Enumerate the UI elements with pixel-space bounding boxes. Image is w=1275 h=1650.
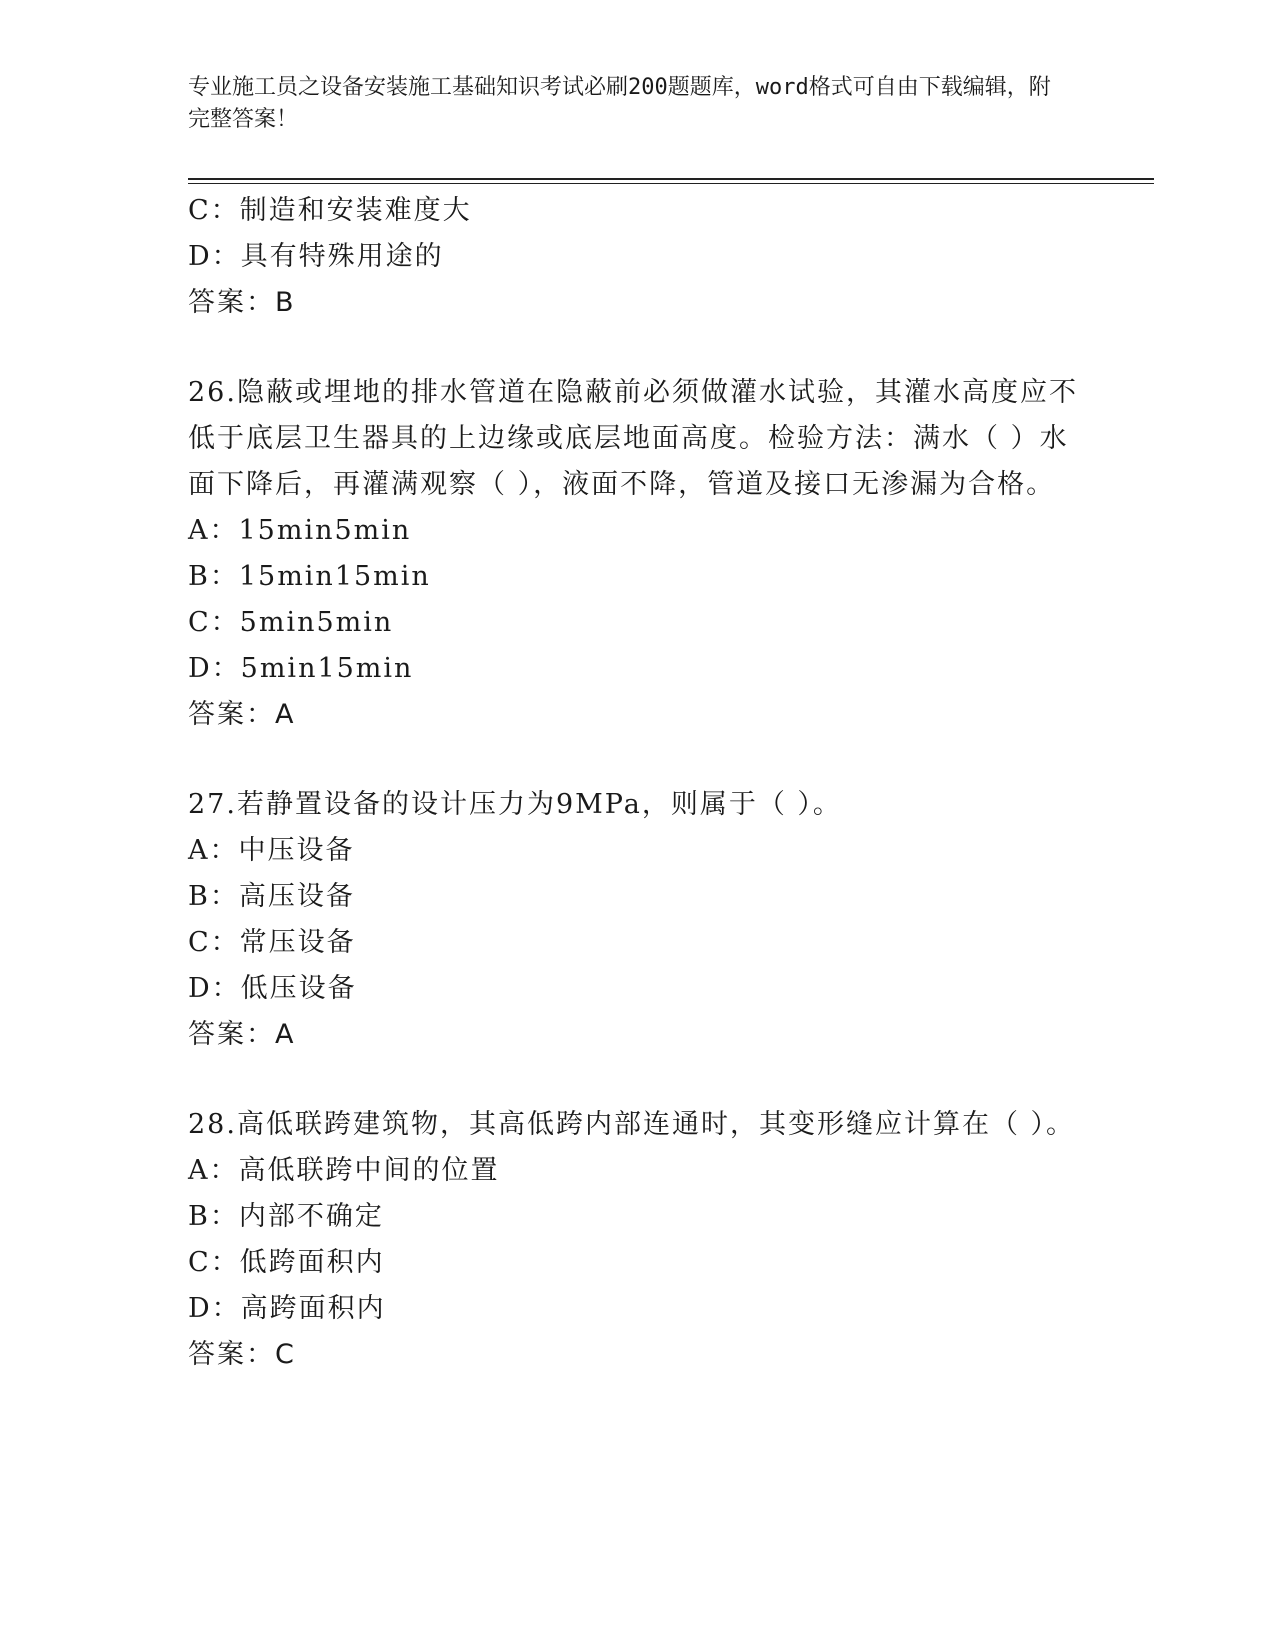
question-text: 26.隐蔽或埋地的排水管道在隐蔽前必须做灌水试验，其灌水高度应不低于底层卫生器具的上边缘或底层地面高度。检验方法：满水（ ）水面下降后，再灌满观察（ ），液面不降，管道及接口无渗漏为合格。	[188, 377, 1078, 500]
option-a: A：高低联跨中间的位置	[188, 1155, 500, 1186]
option-d: D：具有特殊用途的	[188, 241, 444, 272]
question-28	[188, 1102, 1088, 1378]
option-d: D：低压设备	[188, 973, 357, 1004]
question-27	[188, 782, 1088, 1058]
option-b: B：15min15min	[188, 561, 431, 592]
option-b: B：内部不确定	[188, 1201, 384, 1232]
option-a: A：15min5min	[188, 515, 412, 546]
option-c: C：常压设备	[188, 927, 356, 958]
header-divider-thick	[188, 178, 1154, 180]
previous-question-tail	[188, 188, 1088, 326]
option-d: D：高跨面积内	[188, 1293, 386, 1324]
option-c: C：制造和安装难度大	[188, 195, 472, 226]
question-list	[188, 188, 1088, 1378]
question-26	[188, 370, 1088, 738]
option-b: B：高压设备	[188, 881, 355, 912]
answer-line: 答案：C	[188, 1339, 296, 1370]
answer-line: 答案：B	[188, 287, 296, 318]
question-text: 27.若静置设备的设计压力为9MPa，则属于（ ）。	[188, 789, 842, 820]
option-a: A：中压设备	[188, 835, 355, 866]
answer-line: 答案：A	[188, 699, 296, 730]
option-c: C：低跨面积内	[188, 1247, 385, 1278]
question-text: 28.高低联跨建筑物，其高低跨内部连通时，其变形缝应计算在（ ）。	[188, 1109, 1076, 1140]
answer-line: 答案：A	[188, 1019, 296, 1050]
document-header: 专业施工员之设备安装施工基础知识考试必刷200题题库，word格式可自由下载编辑，附完整答案！	[188, 75, 1051, 132]
header-divider-thin	[188, 183, 1154, 184]
option-c: C：5min5min	[188, 607, 394, 638]
option-d: D：5min15min	[188, 653, 414, 684]
